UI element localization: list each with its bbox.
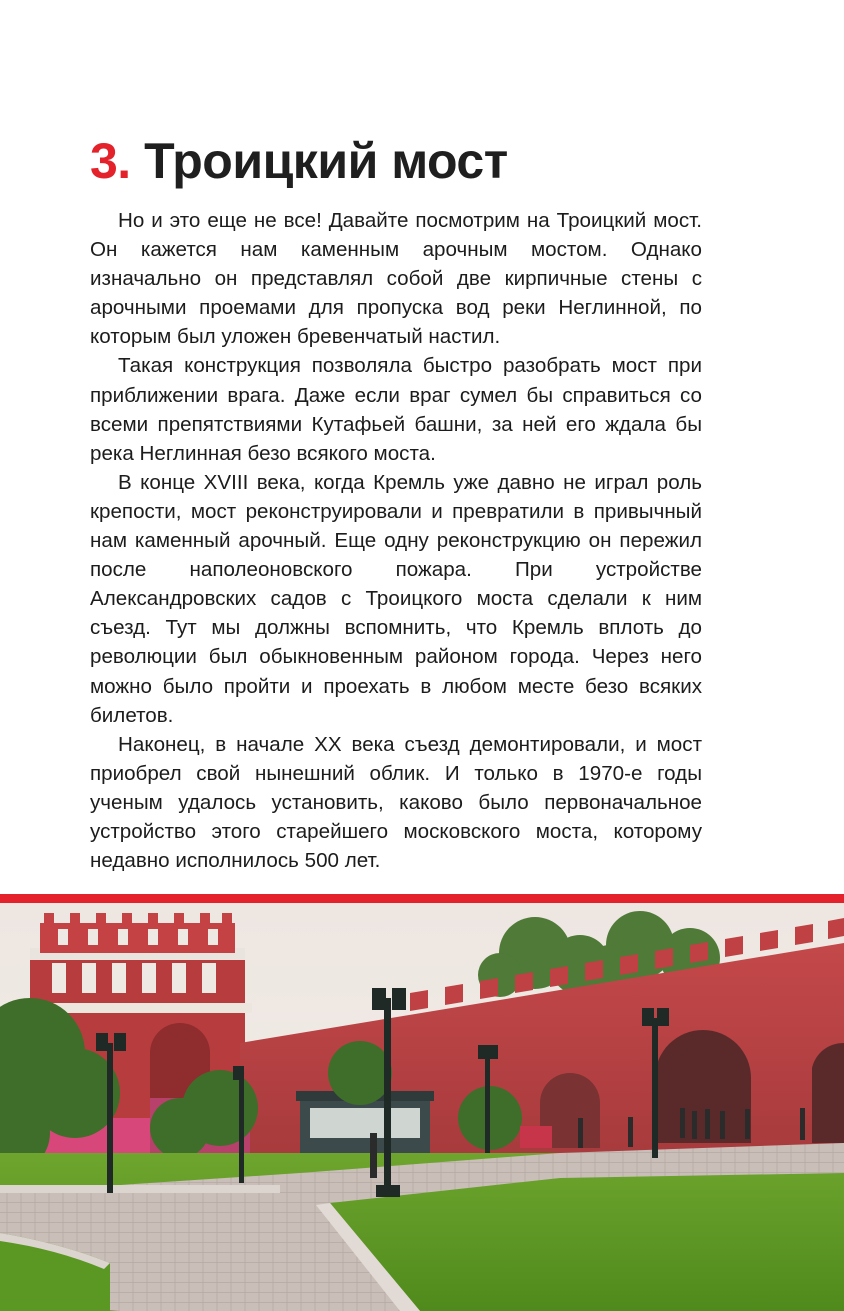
red-divider — [0, 894, 844, 903]
paragraph-2: Такая конструкция позволяла быстро разобрать мост при приближении врага. Даже если враг сумел бы справиться со всеми препятствиями Кутафьей башни, за ней его ждала бы река Неглинная безо всякого моста. — [90, 354, 702, 465]
chapter-heading — [90, 128, 790, 194]
article-body — [90, 206, 702, 875]
kremlin-wall-photo — [0, 903, 844, 1311]
photo-illustration — [0, 903, 844, 1311]
chapter-title: Троицкий мост — [144, 133, 508, 189]
paragraph-3: В конце XVIII века, когда Кремль уже давно не играл роль крепости, мост реконструировали и превратили в привычный нам каменный арочный. Еще одну реконструкцию он пережил после наполеоновского пожара. При устройстве Александровских садов с Троицкого моста сделали к ним съезд. Тут мы должны вспомнить, что Кремль вплоть до революции был обыкновенным районом города. Через него можно было пройти и проехать в любом месте безо всяких билетов. — [90, 470, 702, 727]
chapter-number: 3. — [90, 133, 131, 189]
paragraph-1: Но и это еще не все! Давайте посмотрим на Троицкий мост. Он кажется нам каменным арочным мостом. Однако изначально он представлял собой две кирпичные стены с арочными проемами для пропуска вод реки Неглинной, по которым был уложен бревенчатый настил. — [90, 209, 702, 349]
paragraph-4: Наконец, в начале XX века съезд демонтировали, и мост приобрел свой нынешний облик. И только в 1970-е годы ученым удалось установить, каково было первоначальное устройство этого старейшего московского моста, которому недавно исполнилось 500 лет. — [90, 732, 702, 873]
